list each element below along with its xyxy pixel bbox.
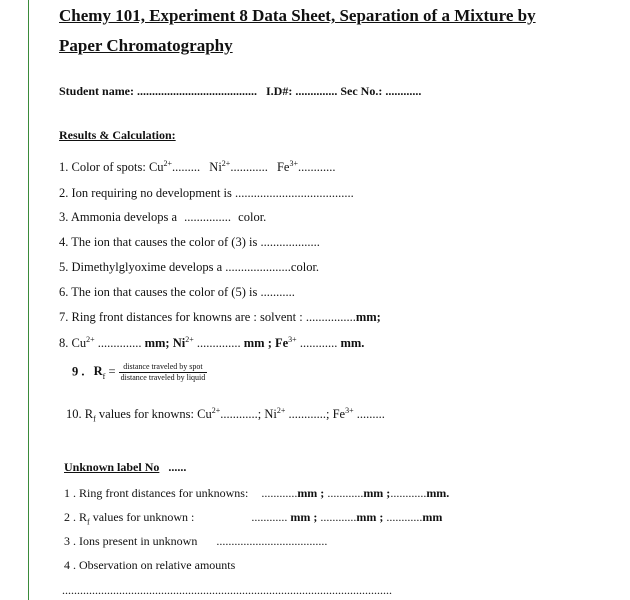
question-3: 3. Ammonia develops a ............... color. — [59, 210, 267, 224]
unknown-ions-field[interactable]: ..................................... — [216, 534, 328, 548]
q10-ni-rf-field[interactable]: ............ — [288, 407, 326, 421]
question-5: 5. Dimethylglyoxime develops a .....................color. — [59, 260, 320, 274]
q10-fe-rf-field[interactable]: ......... — [356, 407, 385, 421]
unknown-label-field[interactable]: ...... — [168, 460, 187, 474]
question-8: 8. $Cu^{2+}$ .............. mm; $Ni^{2+}$ .............. mm ; $Fe^{3+}$ ............ mm. — [59, 334, 365, 350]
unknown-item-1: 1 . Ring front distances for unknowns: ............mm ; ............mm ;............mm. — [64, 486, 450, 500]
student-name-field[interactable]: ........................................ — [137, 84, 258, 98]
observation-answer-line[interactable]: .............................................................................................................. — [62, 583, 392, 597]
student-id-label: I.D#: — [266, 84, 293, 98]
question-7: 7. Ring front distances for knowns are : solvent : ................mm; — [59, 310, 381, 324]
q10-cu-rf-field[interactable]: ............ — [220, 407, 258, 421]
question-10: 10. $R_f$ values for knowns: $Cu^{2+}$............; $Ni^{2+}$ ............; $Fe^{3+}$ ......... — [66, 405, 385, 424]
unknown-heading: Unknown label No — [64, 460, 160, 474]
student-id-field[interactable]: .............. — [295, 84, 338, 98]
question-4: 4. The ion that causes the color of (3) is ................... — [59, 235, 320, 249]
q4-answer-field[interactable]: ................... — [260, 235, 320, 249]
rf-denominator: distance traveled by liquid — [120, 373, 206, 382]
question-1: 1. Color of spots: $Cu^{2+}$......... $Ni^{2+}$............ $Fe^{3+}$............ — [59, 158, 336, 174]
unknown-distance-field-3[interactable]: ............ — [390, 486, 427, 500]
question-6: 6. The ion that causes the color of (5) is ........... — [59, 285, 295, 299]
q6-answer-field[interactable]: ........... — [260, 285, 295, 299]
student-name-label: Student name: — [59, 84, 135, 98]
q8-cu-distance-field[interactable]: .............. — [97, 336, 142, 350]
unknown-distance-field-1[interactable]: ............ — [261, 486, 298, 500]
page-border-line — [28, 0, 29, 600]
unknown-distance-field-2[interactable]: ............ — [327, 486, 364, 500]
question-9-rf-formula: 9 . $R_f$ = $\frac{\text{distance traveled by spot}}{\text{distance traveled by liquid}}$ — [72, 362, 206, 382]
unknown-item-2: 2 . $R_f$ values for unknown : ............ mm ; ............mm ; ............mm — [64, 510, 443, 527]
rf-numerator: distance traveled by spot — [119, 362, 208, 373]
cu-color-field[interactable]: ......... — [172, 160, 201, 174]
rf-fraction — [119, 362, 208, 383]
unknown-rf-field-2[interactable]: ............ — [320, 510, 357, 524]
page-title-line-2: Paper Chromatography — [59, 36, 233, 55]
unknown-item-3: 3 . Ions present in unknown ..................................... — [64, 534, 328, 548]
fe-color-field[interactable]: ............ — [297, 160, 336, 174]
ni-color-field[interactable]: ............ — [230, 160, 268, 174]
results-heading: Results & Calculation: — [59, 128, 176, 142]
q8-fe-distance-field[interactable]: ............ — [299, 336, 338, 350]
unknown-heading-row — [64, 460, 186, 475]
q5-answer-field[interactable]: ..................... — [225, 260, 291, 274]
question-2: 2. Ion requiring no development is ...................................... — [59, 186, 354, 200]
q2-answer-field[interactable]: ...................................... — [235, 186, 354, 200]
q7-solvent-field[interactable]: ................ — [305, 310, 356, 324]
q3-answer-field[interactable]: ............... — [184, 210, 232, 224]
section-label: Sec No.: — [340, 84, 383, 98]
unknown-rf-field-1[interactable]: ............ — [251, 510, 288, 524]
unknown-item-4: 4 . Observation on relative amounts — [64, 558, 236, 572]
q8-ni-distance-field[interactable]: .............. — [196, 336, 241, 350]
section-field[interactable]: ............ — [385, 84, 422, 98]
page-title-line-1: Chemy 101, Experiment 8 Data Sheet, Separation of a Mixture by — [59, 6, 536, 25]
student-info-row — [59, 84, 421, 99]
unknown-rf-field-3[interactable]: ............ — [386, 510, 423, 524]
